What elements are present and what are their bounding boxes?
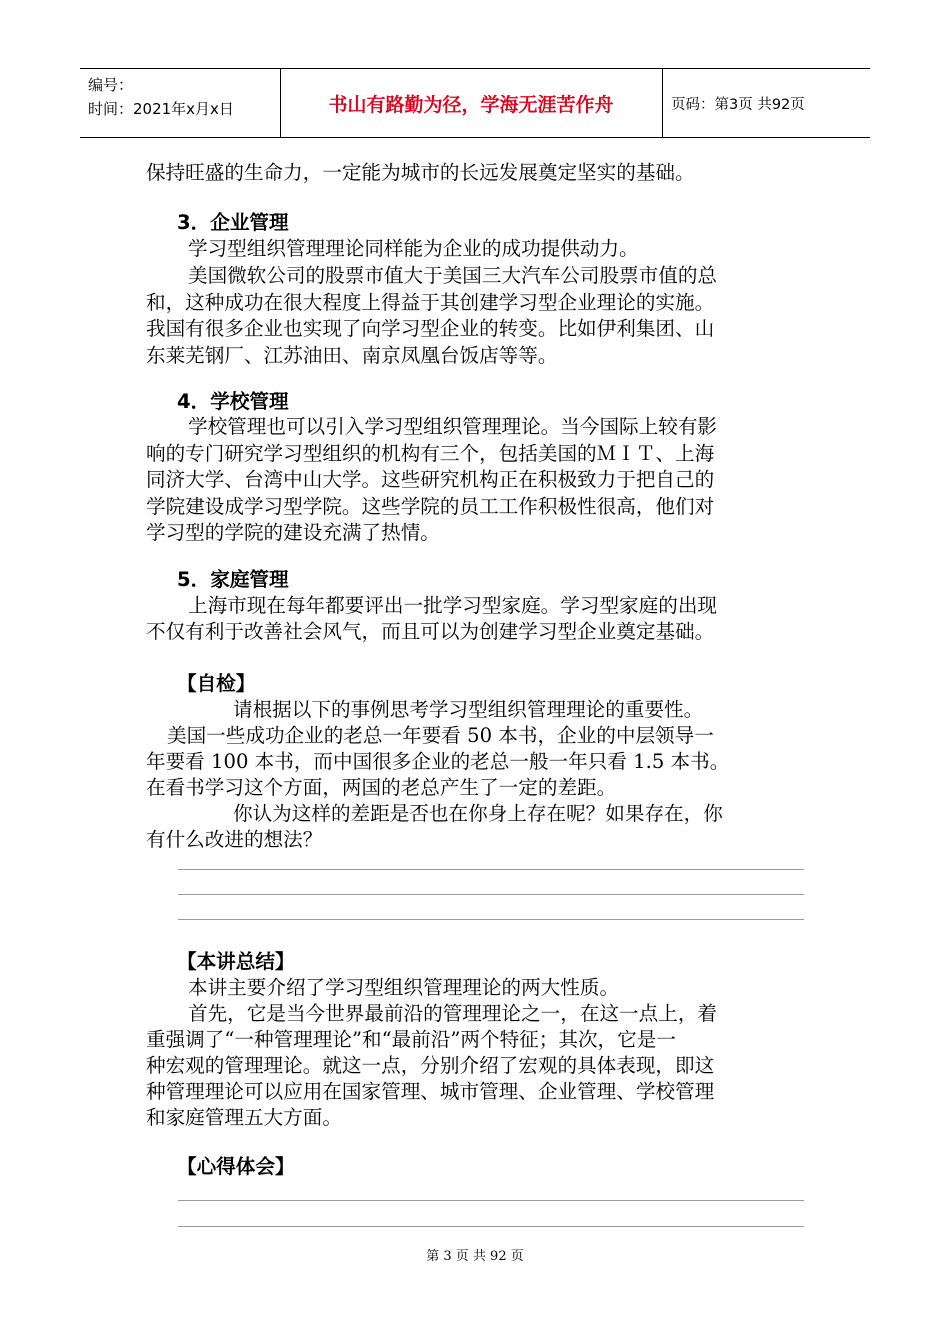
section-heading: 3．企业管理: [177, 211, 289, 234]
paragraph-line: 上海市现在每年都要评出一批学习型家庭。学习型家庭的出现: [188, 594, 718, 617]
time-label: 时间：2021年x月x日: [88, 100, 234, 118]
paragraph-line: 我国有很多企业也实现了向学习型企业的转变。比如伊利集团、山: [146, 317, 715, 340]
answer-line[interactable]: [178, 894, 804, 895]
self-check-heading: 【自检】: [177, 672, 256, 695]
answer-line[interactable]: [178, 869, 804, 870]
paragraph-line: 年要看 100 本书，而中国很多企业的老总一般一年只看 1.5 本书。: [146, 750, 730, 773]
paragraph-line: 和，这种成功在很大程度上得益于其创建学习型企业理论的实施。: [146, 291, 715, 314]
reflection-heading: 【心得体会】: [177, 1155, 295, 1178]
answer-line[interactable]: [178, 1200, 804, 1201]
page-footer: 第 3 页 共 92 页: [426, 1249, 524, 1264]
paragraph-line: 响的专门研究学习型组织的机构有三个，包括美国的ＭＩＴ、上海: [146, 442, 715, 465]
paragraph-line: 学习型组织管理理论同样能为企业的成功提供动力。: [188, 237, 639, 260]
paragraph-line: 种宏观的管理理论。就这一点，分别介绍了宏观的具体表现，即这: [146, 1054, 715, 1077]
paragraph-line: 在看书学习这个方面，两国的老总产生了一定的差距。: [146, 776, 617, 799]
paragraph-line: 本讲主要介绍了学习型组织管理理论的两大性质。: [188, 976, 620, 999]
paragraph-line: 东莱芜钢厂、江苏油田、南京凤凰台饭店等等。: [146, 344, 558, 367]
header-motto: 书山有路勤为径，学海无涯苦作舟: [328, 93, 614, 116]
section-heading: 4．学校管理: [177, 390, 289, 413]
paragraph-line: 美国一些成功企业的老总一年要看 50 本书，企业的中层领导一: [167, 724, 714, 747]
header-meta: [88, 73, 234, 121]
header-divider: [662, 69, 663, 137]
answer-line[interactable]: [178, 1226, 804, 1227]
paragraph-line: 同济大学、台湾中山大学。这些研究机构正在积极致力于把自己的: [146, 468, 715, 491]
paragraph-line: 有什么改进的想法？: [146, 828, 323, 851]
paragraph-line: 请根据以下的事例思考学习型组织管理理论的重要性。: [233, 698, 704, 721]
paragraph-line: 美国微软公司的股票市值大于美国三大汽车公司股票市值的总: [188, 264, 718, 287]
number-label: 编号：: [88, 76, 134, 94]
paragraph-line: 保持旺盛的生命力，一定能为城市的长远发展奠定坚实的基础。: [146, 161, 695, 184]
paragraph-line: 学校管理也可以引入学习型组织管理理论。当今国际上较有影: [188, 415, 718, 438]
paragraph-line: 和家庭管理五大方面。: [146, 1106, 342, 1129]
paragraph-line: 首先，它是当今世界最前沿的管理理论之一，在这一点上，着: [188, 1002, 718, 1025]
page-header: [80, 68, 870, 138]
paragraph-line: 你认为这样的差距是否也在你身上存在呢？如果存在，你: [233, 802, 723, 825]
summary-heading: 【本讲总结】: [177, 950, 295, 973]
paragraph-line: 种管理理论可以应用在国家管理、城市管理、企业管理、学校管理: [146, 1080, 715, 1103]
paragraph-line: 学习型的学院的建设充满了热情。: [146, 521, 440, 544]
paragraph-line: 不仅有利于改善社会风气，而且可以为创建学习型企业奠定基础。: [146, 620, 715, 643]
paragraph-line: 重强调了“一种管理理论”和“最前沿”两个特征；其次，它是一: [146, 1028, 676, 1051]
answer-line[interactable]: [178, 919, 804, 920]
paragraph-line: 学院建设成学习型学院。这些学院的员工工作积极性很高，他们对: [146, 495, 715, 518]
header-page-info: 页码：第3页 共92页: [671, 96, 805, 113]
section-heading: 5．家庭管理: [177, 568, 289, 591]
